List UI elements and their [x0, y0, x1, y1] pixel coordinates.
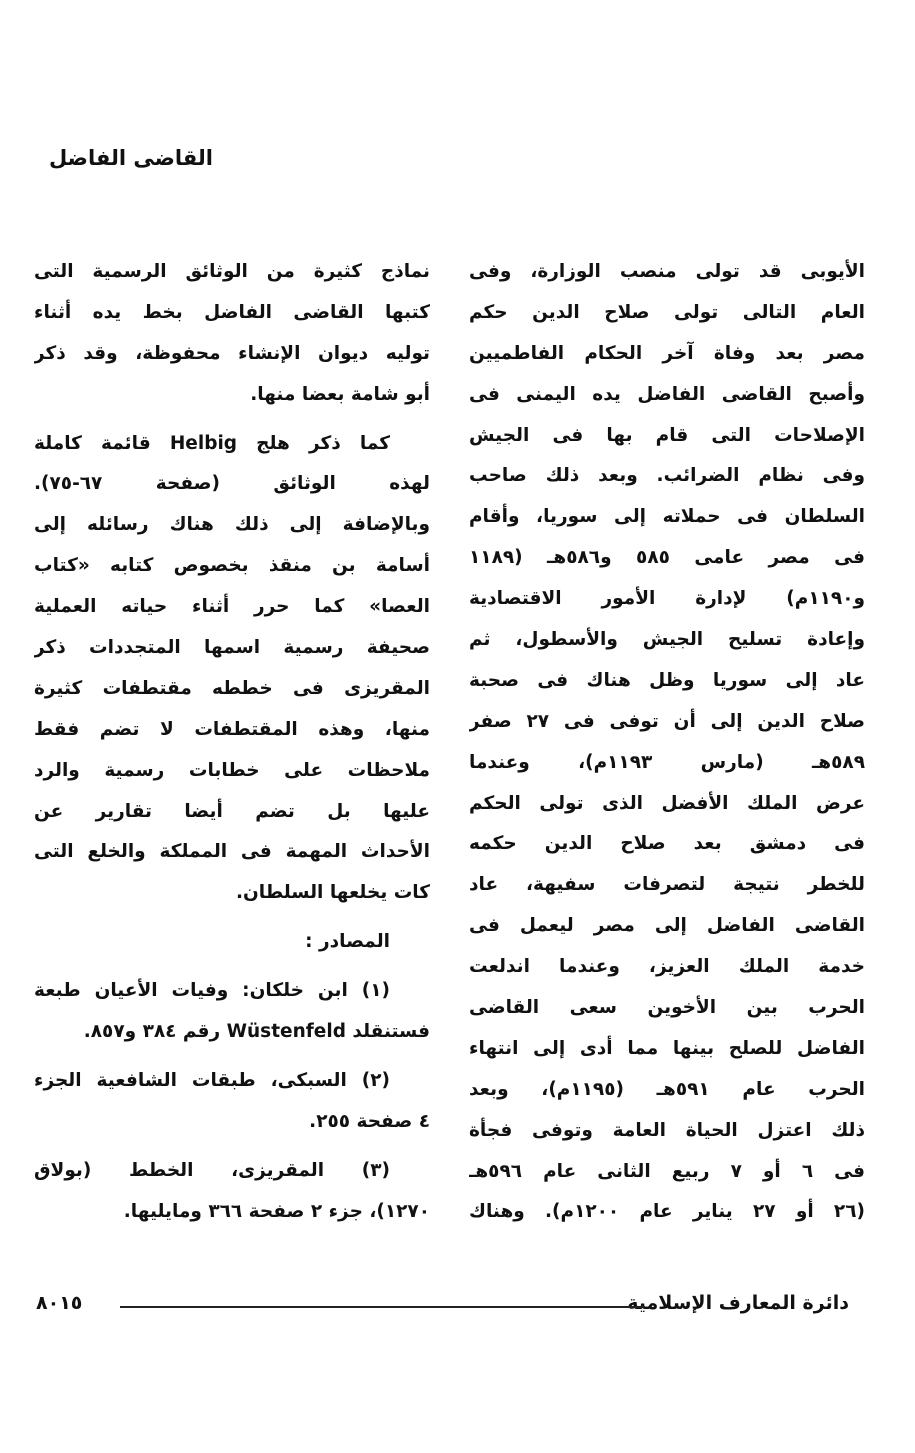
text-line: كما ذكر هلج Helbig قائمة كاملة [34, 432, 390, 454]
text-line: الحرب عام ٥٩١هـ (١١٩٥م)، وبعد [469, 1078, 865, 1100]
text-line: مصر بعد وفاة آخر الحكام الفاطميين [469, 342, 865, 364]
text-column-right [469, 252, 865, 1233]
text-column-left [34, 252, 430, 1232]
text-line: صلاح الدين إلى أن توفى فى ٢٧ صفر [469, 710, 865, 732]
text-line: وفى نظام الضرائب. وبعد ذلك صاحب [469, 465, 865, 487]
text-line: عليها بل تضم أيضا تقارير عن [34, 800, 430, 822]
text-line: توليه ديوان الإنشاء محفوظة، وقد ذكر [34, 342, 430, 364]
footer-divider [120, 1306, 645, 1308]
text-line: الحرب بين الأخوين سعى القاضى [469, 997, 865, 1019]
text-line: كتبها القاضى الفاضل بخط يده أثناء [34, 301, 430, 323]
text-line: نماذج كثيرة من الوثائق الرسمية التى [34, 261, 430, 282]
text-line: القاضى الفاضل إلى مصر ليعمل فى [469, 915, 865, 937]
source-entry-line: فستنقلد Wüstenfeld رقم ٣٨٤ و٨٥٧. [83, 1021, 430, 1043]
text-line: ذلك اعتزل الحياة العامة وتوفى فجأة [469, 1119, 865, 1141]
text-line: (٢٦ أو ٢٧ يناير عام ١٢٠٠م). وهناك [469, 1201, 865, 1223]
text-line: وبالإضافة إلى ذلك هناك رسائله إلى [34, 514, 430, 536]
text-line: السلطان فى حملاته إلى سوريا، وأقام [469, 506, 865, 528]
text-line: لهذه الوثائق (صفحة ٦٧-٧٥). [34, 473, 430, 495]
text-line: المقريزى فى خططه مقتطفات كثيرة [34, 677, 430, 699]
source-entry-line: ٤ صفحة ٢٥٥. [309, 1110, 430, 1132]
sources-heading: المصادر : [305, 931, 390, 953]
text-line: كات يخلعها السلطان. [235, 882, 430, 904]
footer-publication-title: دائرة المعارف الإسلامية [627, 1292, 849, 1314]
text-line: الأيوبى قد تولى منصب الوزارة، وفى [469, 261, 865, 282]
text-line: الفاضل للصلح بينها مما أدى إلى انتهاء [469, 1037, 865, 1059]
text-line: الإصلاحات التى قام بها فى الجيش [469, 424, 865, 446]
running-header-title: القاضى الفاضل [48, 146, 213, 170]
text-line: عرض الملك الأفضل الذى تولى الحكم [469, 792, 865, 814]
text-line: ملاحظات على خطابات رسمية والرد [34, 759, 430, 781]
text-line: العصا» كما حرر أثناء حياته العملية [34, 596, 430, 618]
source-entry-line: (٣) المقريزى، الخطط (بولاق [34, 1159, 390, 1181]
text-line: فى ٦ أو ٧ ربيع الثانى عام ٥٩٦هـ [469, 1160, 865, 1182]
text-line: ٥٨٩هـ (مارس ١١٩٣م)، وعندما [469, 751, 865, 773]
source-entry-line: (١) ابن خلكان: وفيات الأعيان طبعة [34, 980, 390, 1002]
text-line: الأحداث المهمة فى المملكة والخلع التى [34, 841, 430, 863]
text-line: خدمة الملك العزيز، وعندما اندلعت [469, 956, 865, 978]
source-entry-line: (٢) السبكى، طبقات الشافعية الجزء [34, 1069, 390, 1091]
text-line: أبو شامة بعضا منها. [250, 383, 430, 405]
text-line: وإعادة تسليح الجيش والأسطول، ثم [469, 629, 865, 651]
text-line: منها، وهذه المقتطفات لا تضم فقط [34, 718, 430, 740]
source-entry-line: ١٢٧٠)، جزء ٢ صفحة ٣٦٦ ومايليها. [123, 1200, 430, 1222]
page-number: ٨٠١٥ [36, 1292, 83, 1314]
text-line: عاد إلى سوريا وظل هناك فى صحبة [469, 669, 865, 691]
text-line: أسامة بن منقذ بخصوص كتابه «كتاب [34, 555, 430, 577]
text-line: فى دمشق بعد صلاح الدين حكمه [469, 833, 865, 855]
text-line: صحيفة رسمية اسمها المتجددات ذكر [34, 637, 430, 659]
text-line: وأصبح القاضى الفاضل يده اليمنى فى [469, 383, 865, 405]
text-line: للخطر نتيجة لتصرفات سفيهة، عاد [469, 874, 865, 896]
text-line: و١١٩٠م) لإدارة الأمور الاقتصادية [469, 588, 865, 610]
text-line: فى مصر عامى ٥٨٥ و٥٨٦هـ (١١٨٩ [469, 547, 865, 569]
text-line: العام التالى تولى صلاح الدين حكم [469, 301, 865, 323]
